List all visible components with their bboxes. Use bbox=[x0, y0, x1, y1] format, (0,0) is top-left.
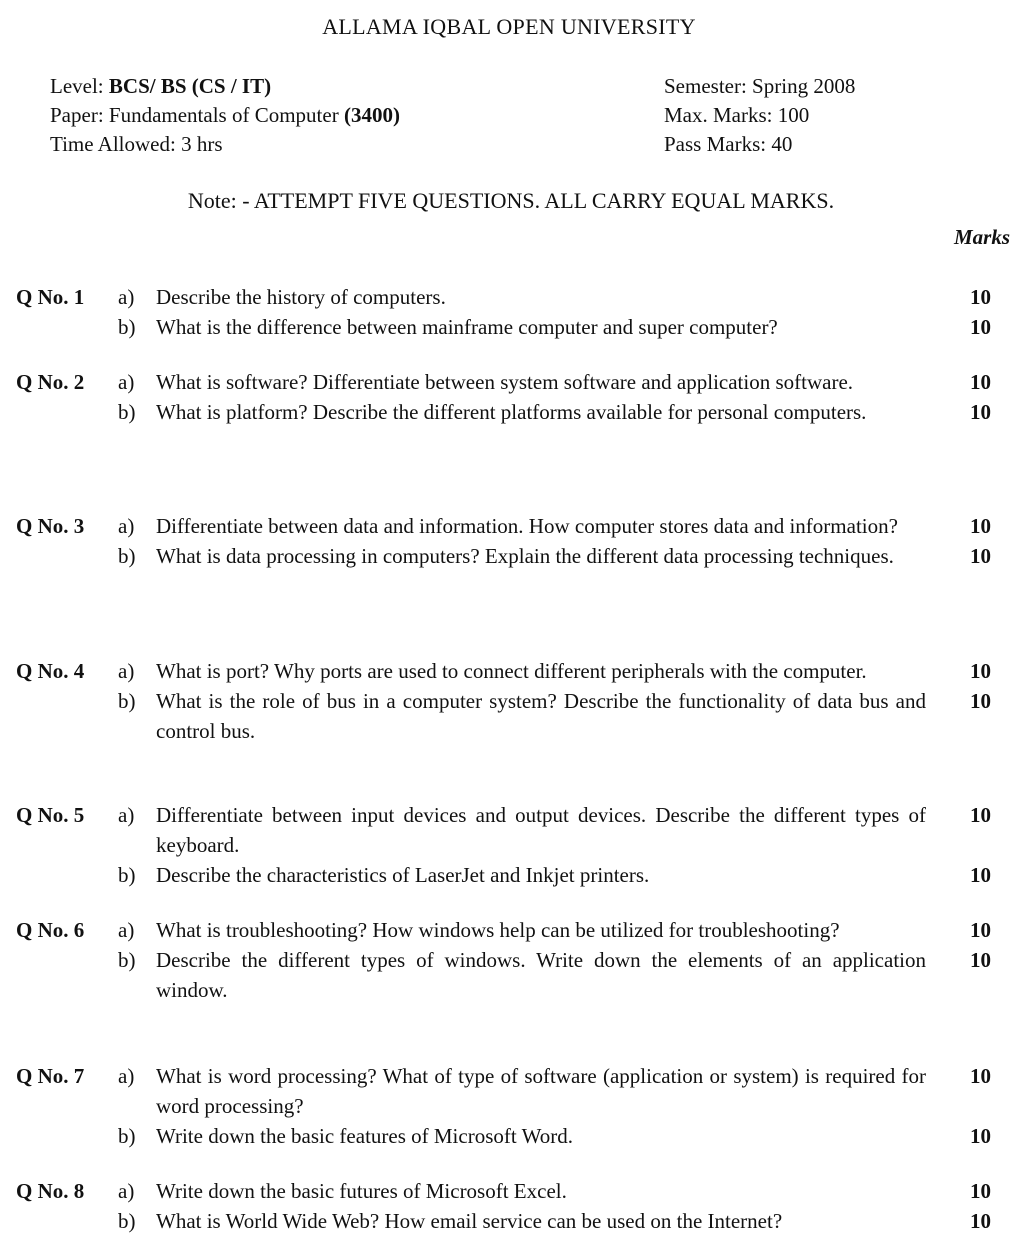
part-letter: a) bbox=[118, 659, 135, 683]
question-2 bbox=[0, 367, 1018, 427]
part-text: Describe the characteristics of LaserJet and Inkjet printers. bbox=[156, 863, 650, 887]
marks-column-heading: Marks bbox=[953, 225, 1010, 249]
question-label: Q No. 8 bbox=[16, 1179, 85, 1203]
part-letter: a) bbox=[118, 514, 135, 538]
question-part bbox=[0, 800, 1018, 860]
paper-label: Paper: Fundamentals of Computer bbox=[50, 103, 339, 127]
part-marks: 10 bbox=[970, 370, 991, 394]
question-3 bbox=[0, 511, 1018, 571]
question-part bbox=[0, 945, 1018, 1005]
part-text: What is troubleshooting? How windows help can be utilized for troubleshooting? bbox=[156, 918, 840, 942]
question-4 bbox=[0, 656, 1018, 746]
question-part bbox=[0, 541, 1018, 571]
part-text: What is platform? Describe the different platforms available for personal computers. bbox=[156, 400, 867, 424]
part-letter: b) bbox=[118, 689, 136, 713]
question-part bbox=[0, 1176, 1018, 1206]
part-text: Describe the history of computers. bbox=[156, 285, 446, 309]
question-part bbox=[0, 860, 1018, 890]
paper-code: (3400) bbox=[343, 103, 400, 127]
university-title: ALLAMA IQBAL OPEN UNIVERSITY bbox=[322, 14, 696, 39]
question-8 bbox=[0, 1176, 1018, 1236]
question-label: Q No. 1 bbox=[16, 285, 85, 309]
part-letter: b) bbox=[118, 863, 136, 887]
part-letter: a) bbox=[118, 1179, 135, 1203]
max-marks: Max. Marks: 100 bbox=[664, 103, 810, 127]
part-marks: 10 bbox=[970, 659, 991, 683]
part-marks: 10 bbox=[970, 863, 991, 887]
question-part bbox=[0, 1206, 1018, 1236]
part-letter: a) bbox=[118, 1064, 135, 1088]
part-marks: 10 bbox=[970, 315, 991, 339]
semester: Semester: Spring 2008 bbox=[664, 74, 856, 98]
part-marks: 10 bbox=[970, 285, 991, 309]
question-part bbox=[0, 282, 1018, 312]
part-letter: a) bbox=[118, 918, 135, 942]
question-part bbox=[0, 312, 1018, 342]
part-text: Describe the different types of windows. Write down the elements of an application window. bbox=[156, 948, 926, 1002]
question-6 bbox=[0, 915, 1018, 1005]
part-letter: a) bbox=[118, 370, 135, 394]
part-text: Write down the basic futures of Microsoft Excel. bbox=[156, 1179, 567, 1203]
level-label: Level: bbox=[50, 74, 104, 98]
part-text: Differentiate between data and information. How computer stores data and information? bbox=[156, 514, 898, 538]
question-part bbox=[0, 511, 1018, 541]
part-marks: 10 bbox=[970, 1064, 991, 1088]
question-label: Q No. 5 bbox=[16, 803, 85, 827]
part-letter: a) bbox=[118, 803, 135, 827]
part-text: Differentiate between input devices and output devices. Describe the different types of keyboard. bbox=[156, 803, 926, 857]
part-text: Write down the basic features of Microsoft Word. bbox=[156, 1124, 573, 1148]
part-marks: 10 bbox=[970, 400, 991, 424]
question-label: Q No. 7 bbox=[16, 1064, 85, 1088]
question-5 bbox=[0, 800, 1018, 890]
time-allowed: Time Allowed: 3 hrs bbox=[50, 132, 223, 156]
question-label: Q No. 6 bbox=[16, 918, 85, 942]
question-7 bbox=[0, 1061, 1018, 1151]
part-text: What is port? Why ports are used to connect different peripherals with the computer. bbox=[156, 659, 867, 683]
level-value: BCS/ BS (CS / IT) bbox=[108, 74, 272, 98]
question-part bbox=[0, 686, 1018, 746]
part-marks: 10 bbox=[970, 1124, 991, 1148]
part-letter: b) bbox=[118, 400, 136, 424]
question-part bbox=[0, 915, 1018, 945]
part-marks: 10 bbox=[970, 803, 991, 827]
part-marks: 10 bbox=[970, 514, 991, 538]
exam-info-right bbox=[664, 72, 855, 159]
question-part bbox=[0, 1121, 1018, 1151]
part-letter: b) bbox=[118, 315, 136, 339]
question-label: Q No. 4 bbox=[16, 659, 85, 683]
paper-row bbox=[50, 101, 400, 130]
question-label: Q No. 2 bbox=[16, 370, 85, 394]
question-part bbox=[0, 367, 1018, 397]
part-text: What is software? Differentiate between system software and application software. bbox=[156, 370, 854, 394]
exam-info-left bbox=[50, 72, 400, 159]
question-part bbox=[0, 656, 1018, 686]
part-text: What is World Wide Web? How email service can be used on the Internet? bbox=[156, 1209, 783, 1233]
part-marks: 10 bbox=[970, 948, 991, 972]
question-1 bbox=[0, 282, 1018, 342]
instructions-note: Note: - ATTEMPT FIVE QUESTIONS. ALL CARRY EQUAL MARKS. bbox=[187, 188, 835, 213]
part-letter: b) bbox=[118, 1124, 136, 1148]
part-text: What is the role of bus in a computer system? Describe the functionality of data bus and control bus. bbox=[156, 689, 926, 743]
part-letter: b) bbox=[118, 948, 136, 972]
part-letter: b) bbox=[118, 1209, 136, 1233]
part-marks: 10 bbox=[970, 1209, 991, 1233]
part-text: What is the difference between mainframe computer and super computer? bbox=[156, 315, 778, 339]
part-letter: a) bbox=[118, 285, 135, 309]
part-marks: 10 bbox=[970, 689, 991, 713]
part-text: What is word processing? What of type of software (application or system) is required for word processing? bbox=[156, 1064, 926, 1118]
part-letter: b) bbox=[118, 544, 136, 568]
question-label: Q No. 3 bbox=[16, 514, 85, 538]
level-row bbox=[50, 72, 400, 101]
pass-marks: Pass Marks: 40 bbox=[664, 132, 793, 156]
question-part bbox=[0, 1061, 1018, 1121]
part-marks: 10 bbox=[970, 544, 991, 568]
question-part bbox=[0, 397, 1018, 427]
part-text: What is data processing in computers? Explain the different data processing techniques. bbox=[156, 544, 894, 568]
part-marks: 10 bbox=[970, 1179, 991, 1203]
part-marks: 10 bbox=[970, 918, 991, 942]
